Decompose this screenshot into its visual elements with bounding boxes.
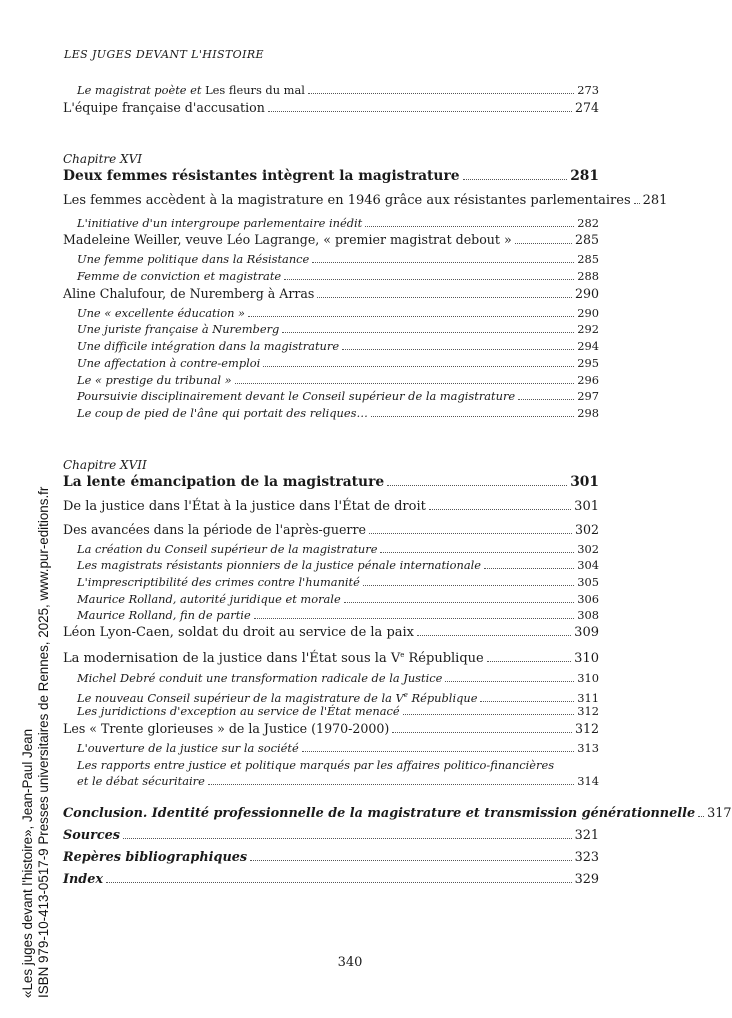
toc-subentry[interactable]: et le débat sécuritaire 314 [77, 773, 599, 788]
toc-entry-title: Le magistrat poète et Les fleurs du mal [77, 83, 305, 97]
chapter-label: Chapitre XVI [63, 151, 143, 166]
toc-subentry[interactable]: L'ouverture de la justice sur la société 313 [77, 741, 599, 756]
toc-entry[interactable] [63, 82, 599, 99]
toc-subentry[interactable]: Les juridictions d'exception au service de l'État menacé 312 [77, 704, 599, 719]
toc-subentry[interactable]: Le coup de pied de l'âne qui portait des reliques… 298 [77, 405, 599, 420]
side-note-line-2: ISBN 979-10-413-0517-9 Presses universitaires de Rennes, 2025, www.pur-editions.fr [36, 486, 51, 998]
copyright-side-note [20, 0, 80, 1000]
chapter-title: Deux femmes résistantes intègrent la magistrature [63, 167, 460, 184]
toc-page-number: 281 [570, 167, 599, 184]
toc-subentry-line1[interactable]: Les rapports entre justice et politique marqués par les affaires politico-financières [77, 757, 555, 772]
toc-subentry[interactable]: La création du Conseil supérieur de la magistrature 302 [77, 541, 599, 556]
chapter-label: Chapitre XVII [63, 457, 147, 472]
toc-subentry[interactable]: Une difficile intégration dans la magistrature 294 [77, 339, 599, 354]
leader-dots [268, 111, 572, 112]
leader-dots [463, 179, 568, 180]
toc-entry[interactable]: La modernisation de la justice dans l'État sous la Ve République 310 [63, 651, 599, 666]
toc-subentry[interactable]: L'initiative d'un intergroupe parlementaire inédit 282 [77, 215, 599, 230]
toc-subentry[interactable]: L'imprescriptibilité des crimes contre l'humanité 305 [77, 574, 599, 589]
toc-subentry[interactable]: Michel Debré conduit une transformation radicale de la Justice 310 [77, 671, 599, 685]
toc-page-number: 273 [577, 83, 599, 97]
toc-subentry[interactable]: Une juriste française à Nuremberg 292 [77, 322, 599, 337]
toc-entry-index[interactable]: Index 329 [63, 872, 599, 888]
toc-subentry[interactable]: Poursuivie disciplinairement devant le Conseil supérieur de la magistrature 297 [77, 389, 599, 404]
toc-entry-sources[interactable]: Sources 321 [63, 828, 599, 844]
toc-entry[interactable]: Les « Trente glorieuses » de la Justice (1970-2000) 312 [63, 721, 599, 737]
toc-subentry[interactable]: Une femme politique dans la Résistance 285 [77, 252, 599, 267]
toc-subentry[interactable]: Femme de conviction et magistrate 288 [77, 269, 599, 284]
toc-page-number: 301 [570, 473, 599, 490]
toc-entry[interactable]: De la justice dans l'État à la justice dans l'État de droit 301 [63, 498, 599, 514]
side-note-line-1: «Les juges devant l'histoire», Jean-Paul Jean [20, 728, 35, 998]
toc-subentry[interactable]: Les magistrats résistants pionniers de la justice pénale internationale 304 [77, 558, 599, 573]
page-number: 340 [337, 955, 363, 970]
toc-subentry[interactable]: Maurice Rolland, fin de partie 308 [77, 608, 599, 623]
toc-entry[interactable]: Madeleine Weiller, veuve Léo Lagrange, « premier magistrat debout » 285 [63, 232, 599, 248]
leader-dots [387, 485, 567, 486]
toc-entry[interactable]: Aline Chalufour, de Nuremberg à Arras 290 [63, 285, 599, 301]
toc-subentry[interactable]: Une « excellente éducation » 290 [77, 305, 599, 320]
toc-entry[interactable]: Léon Lyon-Caen, soldat du droit au service de la paix 309 [63, 625, 599, 640]
toc-entry-title: L'équipe française d'accusation [63, 99, 265, 115]
toc-entry[interactable] [63, 99, 599, 120]
toc-subentry[interactable]: Une affectation à contre-emploi 295 [77, 355, 599, 370]
toc-entry[interactable]: Les femmes accèdent à la magistrature en 1946 grâce aux résistantes parlementaires 281 [63, 192, 668, 208]
toc-subentry[interactable]: Le nouveau Conseil supérieur de la magistrature de la Ve République 311 [77, 690, 599, 705]
running-head: LES JUGES DEVANT L'HISTOIRE [64, 48, 264, 61]
toc-entry[interactable]: Des avancées dans la période de l'après-guerre 302 [63, 521, 599, 537]
toc-entry-bibliography[interactable]: Repères bibliographiques 323 [63, 850, 599, 866]
toc-subentry[interactable]: Le « prestige du tribunal » 296 [77, 372, 599, 387]
leader-dots [308, 93, 574, 94]
toc-subentry[interactable]: Maurice Rolland, autorité juridique et morale 306 [77, 591, 599, 606]
table-of-contents [63, 82, 732, 893]
toc-page-number: 274 [574, 99, 599, 115]
chapter-title-entry[interactable] [63, 474, 599, 498]
chapter-title-entry[interactable] [63, 168, 599, 192]
chapter-title: La lente émancipation de la magistrature [63, 473, 385, 490]
toc-entry-conclusion[interactable]: Conclusion. Identité professionnelle de la magistrature et transmission générationnelle 317 [63, 806, 732, 822]
